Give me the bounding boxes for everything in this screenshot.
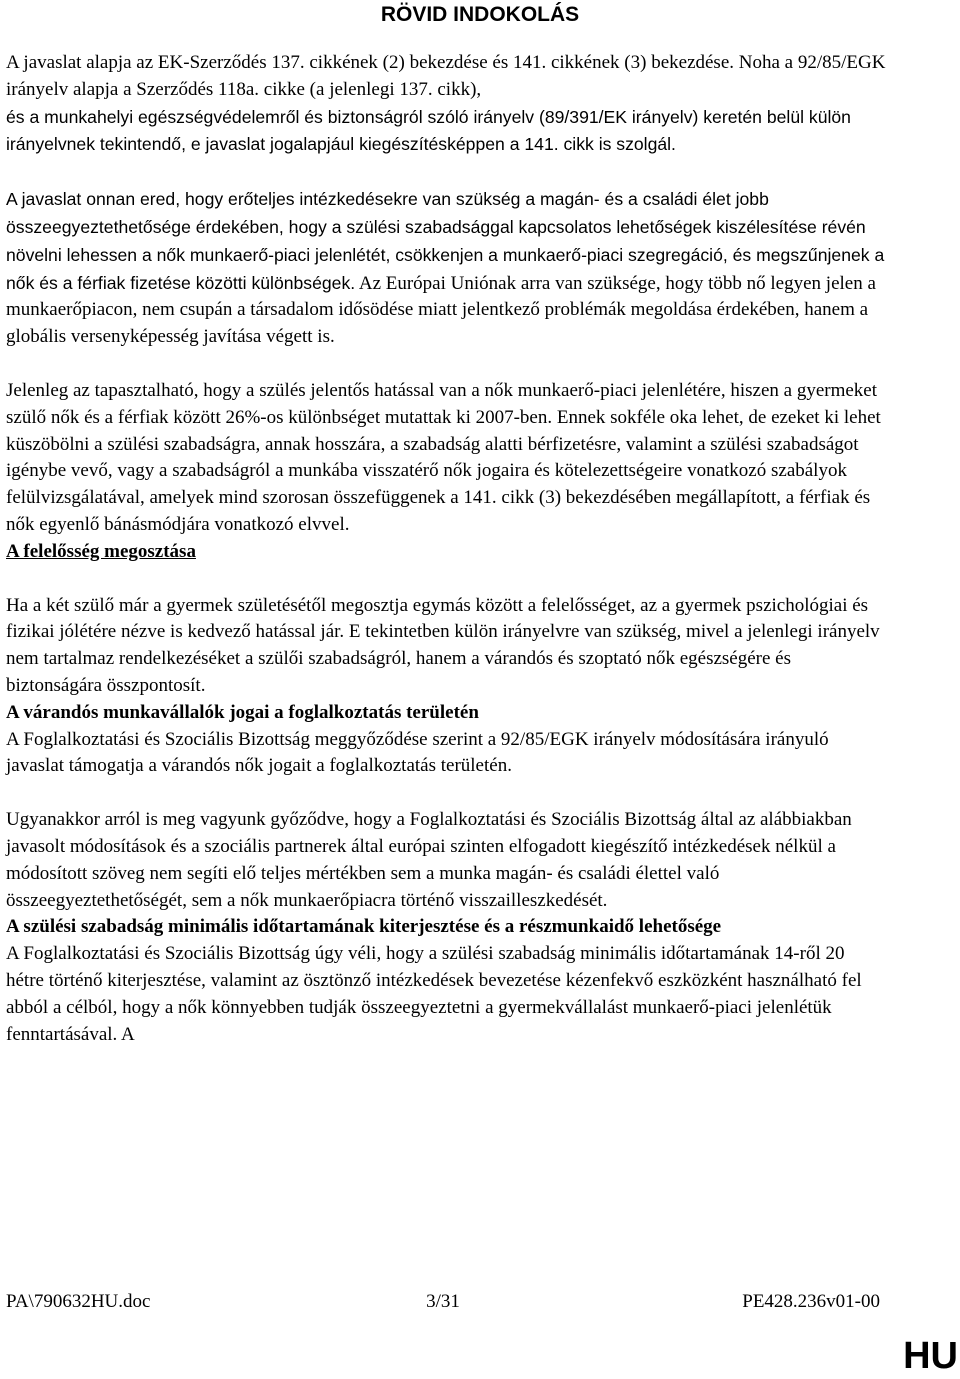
paragraph-legal-basis xyxy=(6,50,886,159)
paragraph-origin-part2: Az Európai Uniónak arra van szüksége, hogy több nő legyen jelen a munkaerőpiacon, nem csupán a társadalom idősödése miatt jelentkező problémák megoldása érdekében, hanem a globális versenyképesség javítása végett is. xyxy=(6,272,876,348)
paragraph-current-situation: Jelenleg az tapasztalható, hogy a szülés jelentős hatással van a nők munkaerő-piaci jelenlétére, hiszen a gyermeket szülő nők és a férfiak között 26%-os különbséget mutattak ki 2007-ben. Ennek sokféle oka lehet, de ezeket ki lehet küszöbölni a szülési szabadságra, annak hosszára, a szabadság alatti bérfizetésre, valamint a szülési szabadságot igénybe vevő, vagy a szabadságról a munkába visszatérő nők jogaira és kötelezettségeire vonatkozó szabályok felülvizsgálatával, amelyek mind szorosan összefüggenek a 141. cikk (3) bekezdésében megállapított, a férfiak és nők egyenlő bánásmódjára vonatkozó elvvel. xyxy=(6,379,881,535)
document-body xyxy=(6,50,886,1048)
paragraph-shared-responsibility: Ha a két szülő már a gyermek születésétől megosztja egymás között a felelősséget, az a gyermek pszichológiai és fizikai jólétére nézve is kedvező hatással jár. E tekintetben külön irányelvre van szükség, mivel a jelenlegi irányelv nem tartalmaz rendelkezéséket a szülői szabadságról, hanem a várandós és szoptató nők egészségére és biztonságára összpontosít. xyxy=(6,594,880,696)
footer-document-ref: PE428.236v01-00 xyxy=(742,1291,880,1312)
paragraph-maternity-leave-extension: A Foglalkoztatási és Szociális Bizottság úgy véli, hogy a szülési szabadság minimális időtartamának 14-ről 20 hétre történő kiterjesztése, valamint az ösztönző intézkedések bevezetése kézenfekvő eszközként használható fel abból a célból, hogy a nők könnyebben tudják összeegyeztetni a gyermekvállalást munkaerő-piaci jelenlétük fenntartásával. A xyxy=(6,943,862,1045)
paragraph-committee-opinion: Ugyanakkor arról is meg vagyunk győződve, hogy a Foglalkoztatási és Szociális Bizottság által az alábbiakban javasolt módosítások és a szociális partnerek által európai szinten elfogadott kiegészítő intézkedések nélkül a módosított szöveg nem segíti elő teljes mértékben sem a munka magán- és családi élettel való összeegyeztethetőségét, sem a nők munkaerőpiacra történő visszailleszkedését. xyxy=(6,809,852,911)
heading-shared-responsibility: A felelősség megosztása xyxy=(6,540,196,562)
footer-file-name: PA\790632HU.doc xyxy=(6,1291,151,1312)
page-title: RÖVID INDOKOLÁS xyxy=(380,3,580,26)
heading-pregnant-workers-rights: A várandós munkavállalók jogai a foglalkoztatás területén xyxy=(6,701,479,723)
paragraph-legal-basis-part1: A javaslat alapja az EK-Szerződés 137. cikkének (2) bekezdése és 141. cikkének (3) bekezdése. Noha a 92/85/EGK irányelv alapja a Szerződés 118a. cikke (a jelenlegi 137. cikk), xyxy=(6,52,886,100)
footer-page-number: 3/31 xyxy=(426,1291,460,1312)
language-tag: HU xyxy=(903,1335,958,1377)
paragraph-origin-part1: A javaslat onnan ered, hogy erőteljes intézkedésekre van szükség a magán- és a családi élet jobb összeegyeztethetősége érdekében, hogy a szülési szabadsággal kapcsolatos lehetőségek kiszélesítése révén növelni lehessen a nők munkaerő-piaci jelenlétét, csökkenjen a munkaerő-piaci szegregáció, és megszűnjenek a nők és a férfiak fizetése közötti különbségek. xyxy=(6,189,885,293)
paragraph-legal-basis-part2: és a munkahelyi egészségvédelemről és biztonságról szóló irányelv (89/391/EK irányelv) keretén belül külön irányelvnek tekintendő, e javaslat jogalapjául kiegészítésképpen a 141. cikk is szolgál. xyxy=(6,106,851,155)
paragraph-pregnant-workers-rights: A Foglalkoztatási és Szociális Bizottság meggyőződése szerint a 92/85/EGK irányelv módosítására irányuló javaslat támogatja a várandós nők jogait a foglalkoztatás területén. xyxy=(6,728,829,777)
paragraph-origin xyxy=(6,186,886,351)
page-footer xyxy=(6,1289,880,1315)
heading-maternity-leave-extension: A szülési szabadság minimális időtartamának kiterjesztése és a részmunkaidő lehetősége xyxy=(6,916,722,938)
